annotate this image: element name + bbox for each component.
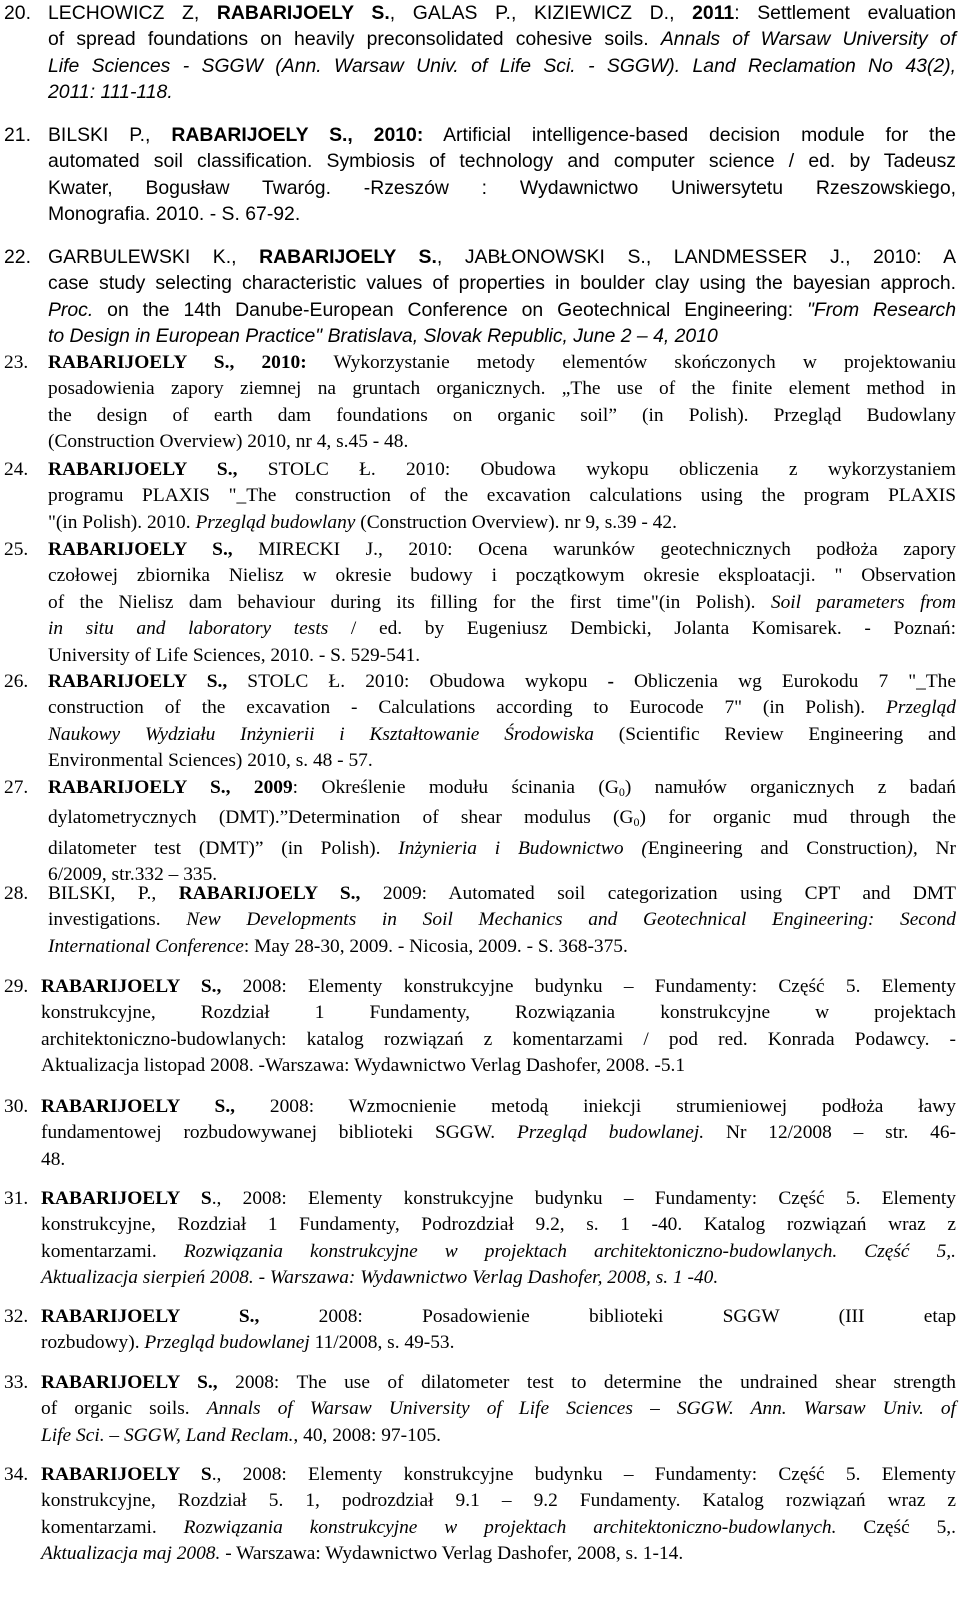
text-run: komentarzami. — [41, 1240, 184, 1262]
text-run: (Scientific Review Engineering and — [593, 723, 956, 745]
entry-number: 24. — [4, 459, 29, 480]
bibliography-entry — [4, 974, 956, 1080]
text-run: RABARIJOELY S., — [178, 883, 361, 904]
text-run: Life Sci. – SGGW, Land Reclam. — [41, 1424, 294, 1446]
entry-line — [48, 881, 956, 907]
text-run: : May 28-30, 2009. - Nicosia, 2009. - S. 368-375. — [243, 935, 628, 957]
text-run: "From Research — [807, 298, 957, 321]
text-run: Environmental Sciences) 2010, s. 48 - 57. — [48, 750, 373, 772]
entry-line — [41, 1265, 956, 1291]
entry-line — [41, 1186, 956, 1212]
entry-text — [48, 244, 956, 350]
entry-number: 23. — [4, 352, 29, 373]
entry-line — [48, 323, 956, 349]
entry-line — [48, 722, 956, 748]
text-run: (Construction Overview). nr 9, s.39 - 42. — [355, 511, 677, 533]
entry-line — [41, 1488, 956, 1514]
bibliography-entry — [4, 0, 956, 106]
text-run: RABARIJOELY S., — [41, 1372, 218, 1393]
text-run: ., 2008: Elementy konstrukcyjne budynku – Fundamenty: Część 5. Elementy — [211, 1464, 956, 1485]
entry-line — [48, 244, 956, 270]
text-run: Przegląd budowlanej. — [516, 1122, 705, 1144]
entry-number: 27. — [4, 777, 29, 798]
text-run: konstrukcyjne, Rozdział 5. 1, podrozdział 9.1 – 9.2 Fundamenty. Katalog rozwiązań wraz z — [41, 1490, 956, 1512]
entry-line — [41, 1053, 956, 1079]
entry-line — [48, 934, 956, 960]
entry-number: 30. — [4, 1096, 29, 1117]
entry-line — [41, 1541, 956, 1567]
text-run: Przegląd budowlanej — [144, 1332, 310, 1354]
text-run: 2008: Posadowienie biblioteki SGGW (III etap — [259, 1306, 957, 1327]
text-run: Rozwiązania konstrukcyjne w projektach architektoniczno-budowlanych. Część 5,. — [183, 1240, 956, 1262]
entry-number: 25. — [4, 539, 29, 560]
entry-line — [48, 836, 956, 862]
text-run: ) namułów organicznych z badań — [624, 777, 956, 798]
text-run: case study selecting characteristic values of properties in boulder clay using the bayesian approch. — [48, 272, 956, 295]
text-run: Nr 12/2008 – str. 46- — [704, 1122, 957, 1144]
entry-line — [41, 1396, 956, 1422]
text-run: RABARIJOELY S., — [41, 976, 222, 997]
text-run: RABARIJOELY S — [41, 1188, 212, 1209]
text-run: rozbudowy). — [41, 1332, 145, 1354]
entry-text — [41, 974, 956, 1080]
entry-line — [48, 590, 956, 616]
entry-number: 20. — [4, 2, 31, 24]
text-run: Przegląd budowlany — [195, 511, 356, 533]
text-run: STOLC Ł. 2010: Obudowa wykopu — [227, 671, 608, 692]
text-run: , 2010: — [347, 124, 424, 146]
text-run: Annals of Warsaw University of — [660, 28, 957, 51]
entry-text — [48, 350, 956, 456]
entry-line — [41, 1370, 956, 1396]
text-run: konstrukcyjne, Rozdział 1 Fundamenty, Rozwiązania konstrukcyjne w projektach — [41, 1002, 956, 1024]
text-run: RABARIJOELY S. — [48, 352, 230, 373]
text-run: RABARIJOELY S., 2009 — [48, 777, 293, 798]
text-run: 0 — [618, 785, 625, 799]
text-run: BILSKI, P., — [48, 883, 179, 904]
entry-line — [48, 175, 956, 201]
text-run: RABARIJOELY S — [41, 1464, 212, 1485]
text-run: Rozwiązania konstrukcyjne w projektach architektoniczno-budowlanych. — [183, 1516, 837, 1538]
text-run: of the Nielisz dam behaviour during its filling for the first time"(in Polish). — [48, 591, 771, 613]
text-run: Aktualizacja maj 2008. — [41, 1543, 221, 1565]
entry-line — [41, 1423, 956, 1449]
text-run: RABARIJOELY S., — [48, 671, 228, 692]
text-run: 2009: Automated soil categorization using CPT and DMT — [360, 883, 956, 904]
bibliography-entry — [4, 669, 956, 775]
text-run: posadowienia zapory ziemnej na gruntach organicznych. „The use of the finite element method in — [48, 378, 956, 400]
text-run: on the 14th Danube-European Conference on Geotechnical Engineering: — [93, 298, 807, 321]
text-run: the design of earth dam foundations on organic soil” (in Polish). Przegląd Budowlany — [48, 404, 956, 426]
entry-text — [41, 1370, 956, 1449]
entry-line — [41, 1094, 956, 1120]
entry-number: 33. — [4, 1372, 29, 1393]
text-run: to Design in European Practice" Bratislava, Slovak Republic, June 2 – 4, 2010 — [48, 325, 718, 348]
entry-line — [48, 643, 956, 669]
text-run: STOLC Ł. 2010: Obudowa wykopu obliczenia z wykorzystaniem — [237, 459, 956, 480]
text-run: - Warszawa: Wydawnictwo Verlag Dashofer, 2008, s. 1-14. — [220, 1543, 684, 1565]
entry-line — [41, 1515, 956, 1541]
text-run: RABARIJOELY S. — [216, 2, 390, 24]
entry-text — [48, 122, 956, 228]
text-run: 11/2008, s. 49-53. — [309, 1332, 455, 1354]
text-run: MIRECKI J., 2010: Ocena warunków geotechnicznych podłoża zapory — [232, 539, 956, 560]
entry-text — [41, 1304, 956, 1357]
text-run: / ed. by Eugeniusz Dembicki, Jolanta Komisarek. - Poznań: — [328, 618, 957, 640]
entry-line — [48, 748, 956, 774]
text-run: Część 5,. — [836, 1516, 956, 1538]
entry-number: 21. — [4, 124, 31, 146]
bibliography-entry — [4, 1094, 956, 1173]
text-run: Proc. — [48, 298, 94, 321]
entry-line — [48, 403, 956, 429]
text-run: RABARIJOELY S., — [48, 459, 238, 480]
entry-line — [48, 122, 956, 148]
entry-line — [41, 1147, 956, 1173]
text-run: architektoniczno-budowlanych: katalog rozwiązań z komentarzami / pod red. Konrada Podawcy. - — [41, 1028, 956, 1050]
bibliography-entry — [4, 1462, 956, 1568]
text-run: , JABŁONOWSKI S., LANDMESSER J., 2010: A — [436, 246, 957, 268]
entry-line — [41, 1000, 956, 1026]
text-run: ), — [906, 837, 918, 859]
text-run: , GALAS P., KIZIEWICZ D., — [389, 2, 693, 24]
text-run: - — [607, 671, 614, 692]
text-run: RABARIJOELY S., — [48, 539, 233, 560]
text-run: LECHOWICZ Z, — [48, 2, 217, 24]
text-run: Aktualizacja listopad 2008. -Warszawa: Wydawnictwo Verlag Dashofer, 2008. -5.1 — [41, 1055, 686, 1077]
entry-line — [41, 1304, 956, 1330]
text-run: "(in Polish). 2010. — [48, 511, 196, 533]
text-run: Inżynieria i Budownictwo ( — [398, 837, 648, 859]
text-run: 2011: 111-118. — [48, 81, 173, 104]
bibliography-entry — [4, 244, 956, 350]
text-run: of spread foundations on heavily preconsolidated cohesive soils. — [48, 28, 661, 51]
text-run: in situ and laboratory tests — [48, 618, 329, 640]
text-run: RABARIJOELY S. — [171, 124, 348, 146]
entry-text — [48, 457, 956, 536]
entry-text — [48, 881, 956, 960]
entry-text — [48, 669, 956, 775]
text-run: RABARIJOELY S. — [259, 246, 437, 268]
text-run: Soil parameters from — [770, 591, 956, 613]
entry-text — [41, 1462, 956, 1568]
text-run: (Construction Overview) 2010, nr 4, s.45 - 48. — [48, 431, 409, 453]
text-run: 2008: Wzmocnienie metodą iniekcji strumieniowej podłoża ławy — [235, 1096, 956, 1117]
text-run: Engineering and Construction — [647, 837, 907, 859]
entry-line — [41, 1120, 956, 1146]
entry-number: 26. — [4, 671, 29, 692]
entry-text — [48, 537, 956, 669]
text-run: University of Life Sciences, 2010. - S. 529-541. — [48, 644, 421, 666]
text-run: Wykorzystanie metody elementów skończonych w projektowaniu — [306, 352, 956, 373]
entry-number: 28. — [4, 883, 29, 904]
entry-number: 34. — [4, 1464, 29, 1485]
bibliography-entry — [4, 1304, 956, 1357]
text-run: 2008: Elementy konstrukcyjne budynku – Fundamenty: Część 5. Elementy — [221, 976, 956, 997]
text-run: New Developments in Soil Mechanics and Geotechnical Engineering: Second — [186, 909, 956, 931]
entry-line — [41, 974, 956, 1000]
text-run: , 40, 2008: 97-105. — [293, 1424, 442, 1446]
entry-line — [48, 537, 956, 563]
bibliography-entry — [4, 775, 956, 889]
entry-line — [41, 1212, 956, 1238]
text-run: BILSKI P., — [48, 124, 172, 146]
text-run: : Określenie modułu ścinania (G — [292, 777, 619, 798]
text-run: RABARIJOELY S., — [41, 1306, 260, 1327]
entry-number: 22. — [4, 246, 31, 268]
text-run: International Conference — [48, 935, 244, 957]
entry-line — [48, 26, 956, 52]
entry-text — [48, 0, 956, 106]
text-run: RABARIJOELY S., — [41, 1096, 236, 1117]
entry-line — [48, 0, 956, 26]
text-run: czołowej zbiornika Nielisz w okresie budowy i początkowym okresie eksploatacji. " Observation — [48, 565, 956, 587]
entry-line — [48, 457, 956, 483]
bibliography-entry — [4, 457, 956, 536]
entry-line — [48, 148, 956, 174]
bibliography-entry — [4, 350, 956, 456]
entry-line — [48, 616, 956, 642]
entry-line — [48, 775, 956, 805]
entry-text — [48, 775, 956, 889]
entry-line — [48, 270, 956, 296]
text-run: 48. — [41, 1148, 66, 1170]
text-run: Naukowy Wydziału Inżynierii i Kształtowanie Środowiska — [48, 723, 594, 745]
text-run: Monografia. 2010. - S. 67-92. — [48, 203, 301, 226]
text-run: Kwater, Bogusław Twaróg. -Rzeszów : Wydawnictwo Uniwersytetu Rzeszowskiego, — [48, 176, 956, 199]
bibliography-entry — [4, 1186, 956, 1292]
entry-text — [41, 1094, 956, 1173]
entry-line — [48, 429, 956, 455]
text-run: 2011 — [692, 2, 735, 24]
entry-line — [48, 563, 956, 589]
text-run: Przegląd — [885, 697, 956, 719]
entry-line — [48, 53, 956, 79]
entry-line — [48, 297, 956, 323]
text-run: ) for organic mud through the — [639, 807, 956, 829]
entry-line — [41, 1239, 956, 1265]
text-run: Artificial intelligence-based decision module for the — [423, 124, 957, 146]
bibliography-entry — [4, 537, 956, 669]
bibliography-entry — [4, 122, 956, 228]
entry-line — [41, 1027, 956, 1053]
entry-line — [41, 1330, 956, 1356]
entry-line — [48, 695, 956, 721]
entry-line — [41, 1462, 956, 1488]
entry-line — [48, 350, 956, 376]
text-run: Obliczenia wg Eurokodu 7 "_The — [613, 671, 956, 692]
text-run: Life Sciences - SGGW (Ann. Warsaw Univ. of Life Sci. - SGGW). Land Reclamation No 43(2), — [48, 54, 956, 77]
entry-text — [41, 1186, 956, 1292]
text-run: investigations. — [48, 909, 187, 931]
text-run: construction of the excavation - Calculations according to Eurocode 7" (in Polish). — [48, 697, 886, 719]
text-run: programu PLAXIS "_The construction of the excavation calculations using the program PLAXIS — [48, 485, 956, 507]
text-run: Annals of Warsaw University of Life Sciences – SGGW. Ann. Warsaw Univ. of — [206, 1398, 956, 1420]
text-run: Nr — [917, 837, 957, 859]
entry-line — [48, 376, 956, 402]
entry-line — [48, 669, 956, 695]
text-run: Aktualizacja sierpień 2008. - Warszawa: Wydawnictwo Verlag Dashofer, 2008, s. 1 -40. — [41, 1267, 719, 1289]
bibliography-entry — [4, 1370, 956, 1449]
entry-line — [48, 79, 956, 105]
entry-line — [48, 201, 956, 227]
entry-number: 29. — [4, 976, 29, 997]
text-run: 2008: The use of dilatometer test to determine the undrained shear strength — [217, 1372, 957, 1393]
entry-line — [48, 907, 956, 933]
entry-number: 31. — [4, 1188, 29, 1209]
text-run: dylatometrycznych (DMT).”Determination of shear modulus (G — [48, 807, 634, 829]
text-run: of organic soils. — [41, 1398, 207, 1420]
text-run: ., 2008: Elementy konstrukcyjne budynku – Fundamenty: Część 5. Elementy — [211, 1188, 956, 1209]
entry-line — [48, 510, 956, 536]
entry-line — [48, 805, 956, 835]
bibliography-entry — [4, 881, 956, 960]
entry-line — [48, 483, 956, 509]
text-run: automated soil classification. Symbiosis of technology and computer science / ed. by Tadeusz — [48, 150, 956, 173]
entry-number: 32. — [4, 1306, 29, 1327]
text-run: dilatometer test (DMT)” (in Polish). — [48, 837, 399, 859]
text-run: konstrukcyjne, Rozdział 1 Fundamenty, Podrozdział 9.2, s. 1 -40. Katalog rozwiązań wraz z — [41, 1214, 956, 1236]
text-run: komentarzami. — [41, 1516, 184, 1538]
text-run: : Settlement evaluation — [734, 2, 957, 24]
text-run: fundamentowej rozbudowywanej biblioteki SGGW. — [41, 1122, 517, 1144]
text-run: , 2010: — [229, 352, 307, 373]
text-run: GARBULEWSKI K., — [48, 246, 260, 268]
text-run: 6/2009, str.332 – 335. — [48, 864, 218, 886]
text-run: 0 — [633, 815, 640, 830]
